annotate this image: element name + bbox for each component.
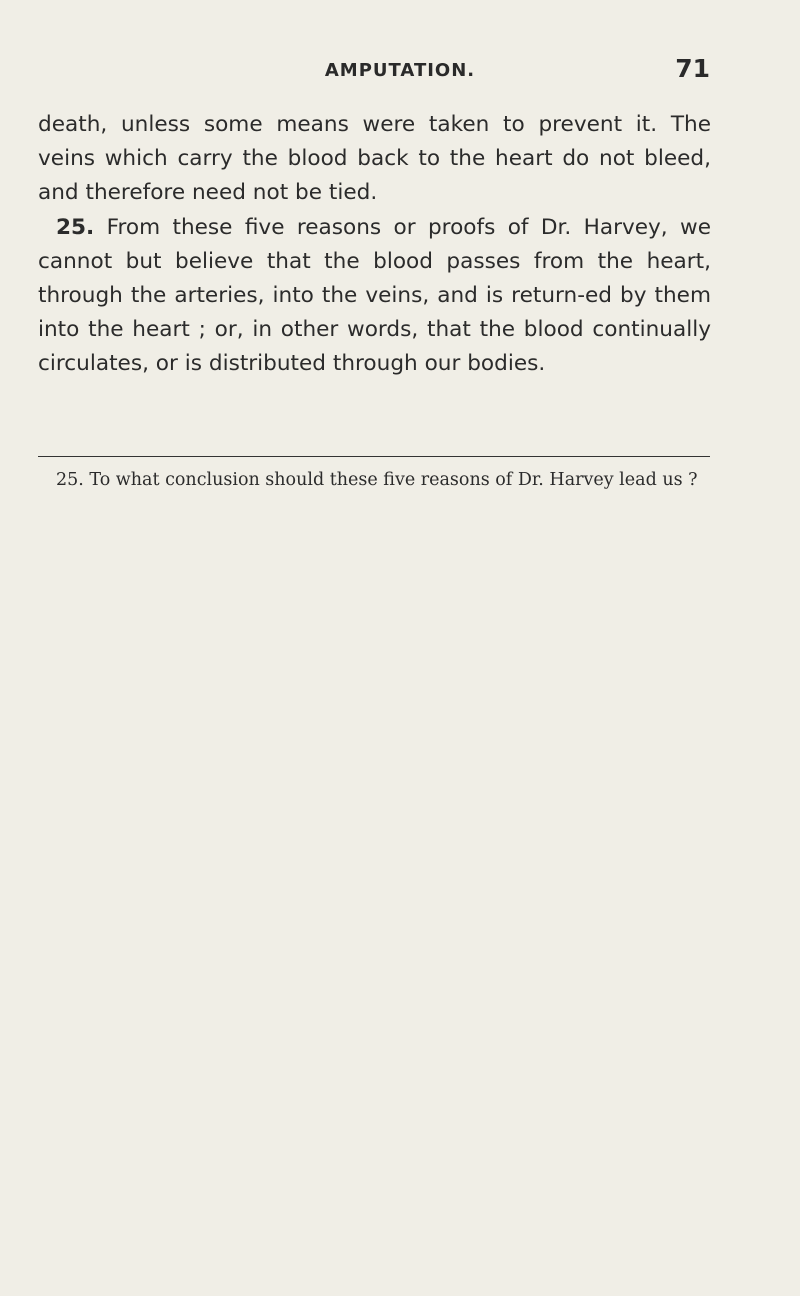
paragraph-continuation: death, unless some means were taken to prevent it. The veins which carry the blood back to the heart do not bleed, and therefore need not be tied. <box>38 112 711 206</box>
paragraph-number: 25. <box>56 214 95 240</box>
study-question-text: 25. To what conclusion should these five reasons of Dr. Harvey lead us ? <box>56 470 698 490</box>
page-header <box>38 54 762 94</box>
footnote-divider <box>38 456 710 457</box>
page-number: 71 <box>675 54 710 83</box>
study-question <box>38 469 698 492</box>
body-text <box>38 108 711 382</box>
paragraph-25 <box>38 211 711 382</box>
paragraph-25-text: From these five reasons or proofs of Dr. Harvey, we cannot but believe that the blood passes from the heart, through the arteries, into the veins, and is return-ed by them into the heart ; or, in other words, that the blood continually circulates, or is distributed through our bodies. <box>38 214 711 377</box>
running-head: AMPUTATION. <box>324 60 476 81</box>
